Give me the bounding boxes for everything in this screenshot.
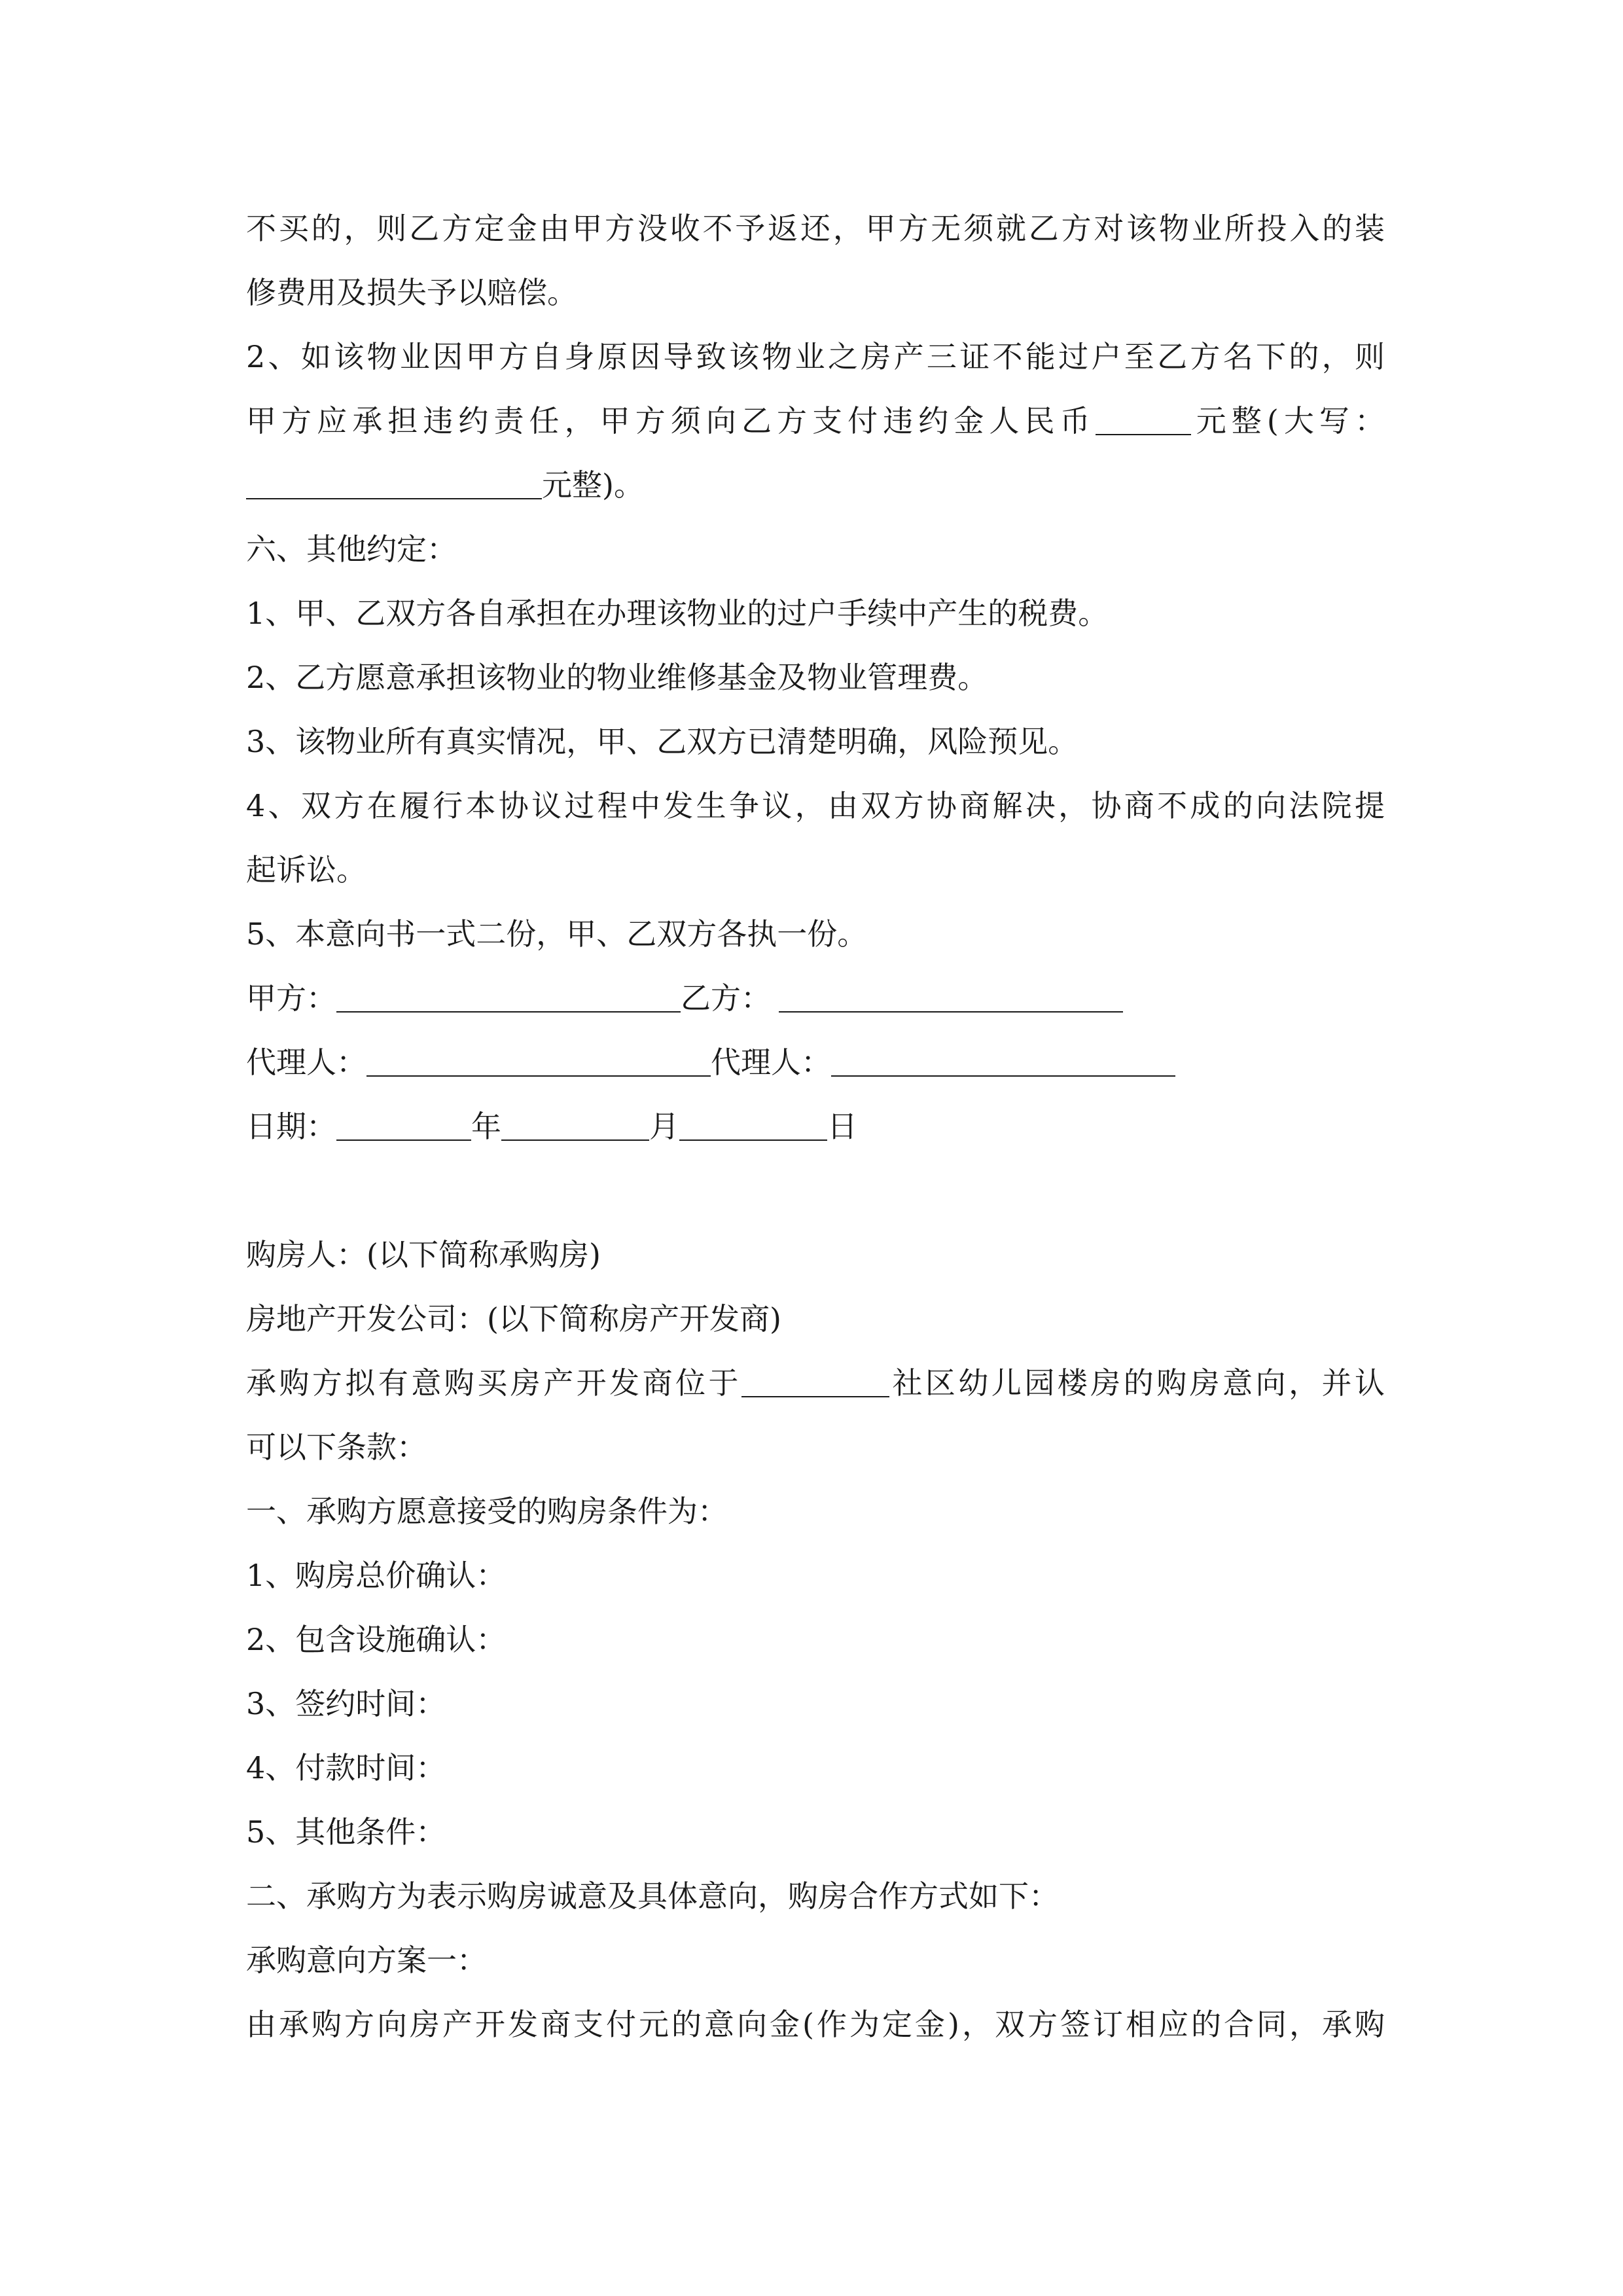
section-separator xyxy=(246,1158,1385,1223)
cooperation-heading: 二、承购方为表示购房诚意及具体意向，购房合作方式如下： xyxy=(246,1878,1059,1914)
intro-line-2: 可以下条款： xyxy=(246,1429,427,1465)
document-page xyxy=(246,196,1385,2056)
year-label: 年 xyxy=(471,1109,501,1144)
agent-b-signature-blank xyxy=(831,1075,1175,1077)
intro-line-1 xyxy=(246,1351,1385,1415)
condition-signing-time: 3、签约时间： xyxy=(246,1686,446,1721)
party-a-signature-blank xyxy=(336,1011,681,1013)
community-name-blank xyxy=(741,1396,889,1397)
plan-1-title: 承购意向方案一： xyxy=(246,1943,487,1978)
section-6-item-2: 2、乙方愿意承担该物业的物业维修基金及物业管理费。 xyxy=(246,660,988,695)
day-blank xyxy=(679,1139,827,1141)
month-label: 月 xyxy=(649,1109,679,1144)
purchase-conditions-heading: 一、承购方愿意接受的购房条件为： xyxy=(246,1494,728,1529)
penalty-amount-blank xyxy=(1096,434,1191,435)
date-label: 日期： xyxy=(246,1109,336,1144)
penalty-amount-words-blank xyxy=(246,498,542,499)
paragraph-deposit-line-2: 修费用及损失予以赔偿。 xyxy=(246,275,577,310)
party-a-label: 甲方： xyxy=(246,980,336,1016)
agent-a-label: 代理人： xyxy=(246,1045,366,1080)
clause-2-text-c: 元整)。 xyxy=(542,467,644,503)
intro-text-b: 社区幼儿园楼房的购房意向，并认 xyxy=(889,1365,1385,1401)
developer-line: 房地产开发公司：(以下简称房产开发商) xyxy=(246,1301,781,1336)
intro-text-a: 承购方拟有意购买房产开发商位于 xyxy=(246,1365,741,1401)
section-6-item-3: 3、该物业所有真实情况，甲、乙双方已清楚明确，风险预见。 xyxy=(246,724,1079,759)
month-blank xyxy=(501,1139,649,1141)
section-6-item-4-line-2: 起诉讼。 xyxy=(246,852,366,888)
year-blank xyxy=(336,1139,471,1141)
clause-2-text-b: 元整(大写： xyxy=(1190,403,1385,439)
section-6-item-4-line-1: 4、双方在履行本协议过程中发生争议，由双方协商解决，协商不成的向法院提 xyxy=(246,788,1385,823)
section-6-heading: 六、其他约定： xyxy=(246,531,457,567)
condition-total-price: 1、购房总价确认： xyxy=(246,1558,507,1593)
signature-agents xyxy=(246,1030,1385,1094)
clause-2-line-3 xyxy=(246,453,1385,517)
party-b-signature-blank xyxy=(779,1011,1123,1013)
day-label: 日 xyxy=(827,1109,857,1144)
party-b-label: 乙方： xyxy=(681,980,771,1016)
paragraph-deposit-line-1: 不买的，则乙方定金由甲方没收不予返还，甲方无须就乙方对该物业所投入的装 xyxy=(246,211,1385,246)
agent-b-label: 代理人： xyxy=(711,1045,831,1080)
agent-a-signature-blank xyxy=(366,1075,711,1077)
buyer-line: 购房人：(以下简称承购房) xyxy=(246,1237,601,1272)
condition-other: 5、其他条件： xyxy=(246,1814,446,1850)
clause-2-line-2 xyxy=(246,389,1385,453)
condition-facilities: 2、包含设施确认： xyxy=(246,1622,507,1657)
clause-2-line-1: 2、如该物业因甲方自身原因导致该物业之房产三证不能过户至乙方名下的，则 xyxy=(246,339,1385,374)
section-6-item-5: 5、本意向书一式二份，甲、乙双方各执一份。 xyxy=(246,916,868,952)
condition-payment-time: 4、付款时间： xyxy=(246,1750,446,1785)
section-6-item-1: 1、甲、乙双方各自承担在办理该物业的过户手续中产生的税费。 xyxy=(246,596,1109,631)
signature-date xyxy=(246,1094,1385,1158)
clause-2-text-a: 甲方应承担违约责任，甲方须向乙方支付违约金人民币 xyxy=(246,403,1096,439)
signature-parties xyxy=(246,966,1385,1030)
plan-1-text: 由承购方向房产开发商支付元的意向金(作为定金)，双方签订相应的合同，承购 xyxy=(246,2007,1385,2042)
